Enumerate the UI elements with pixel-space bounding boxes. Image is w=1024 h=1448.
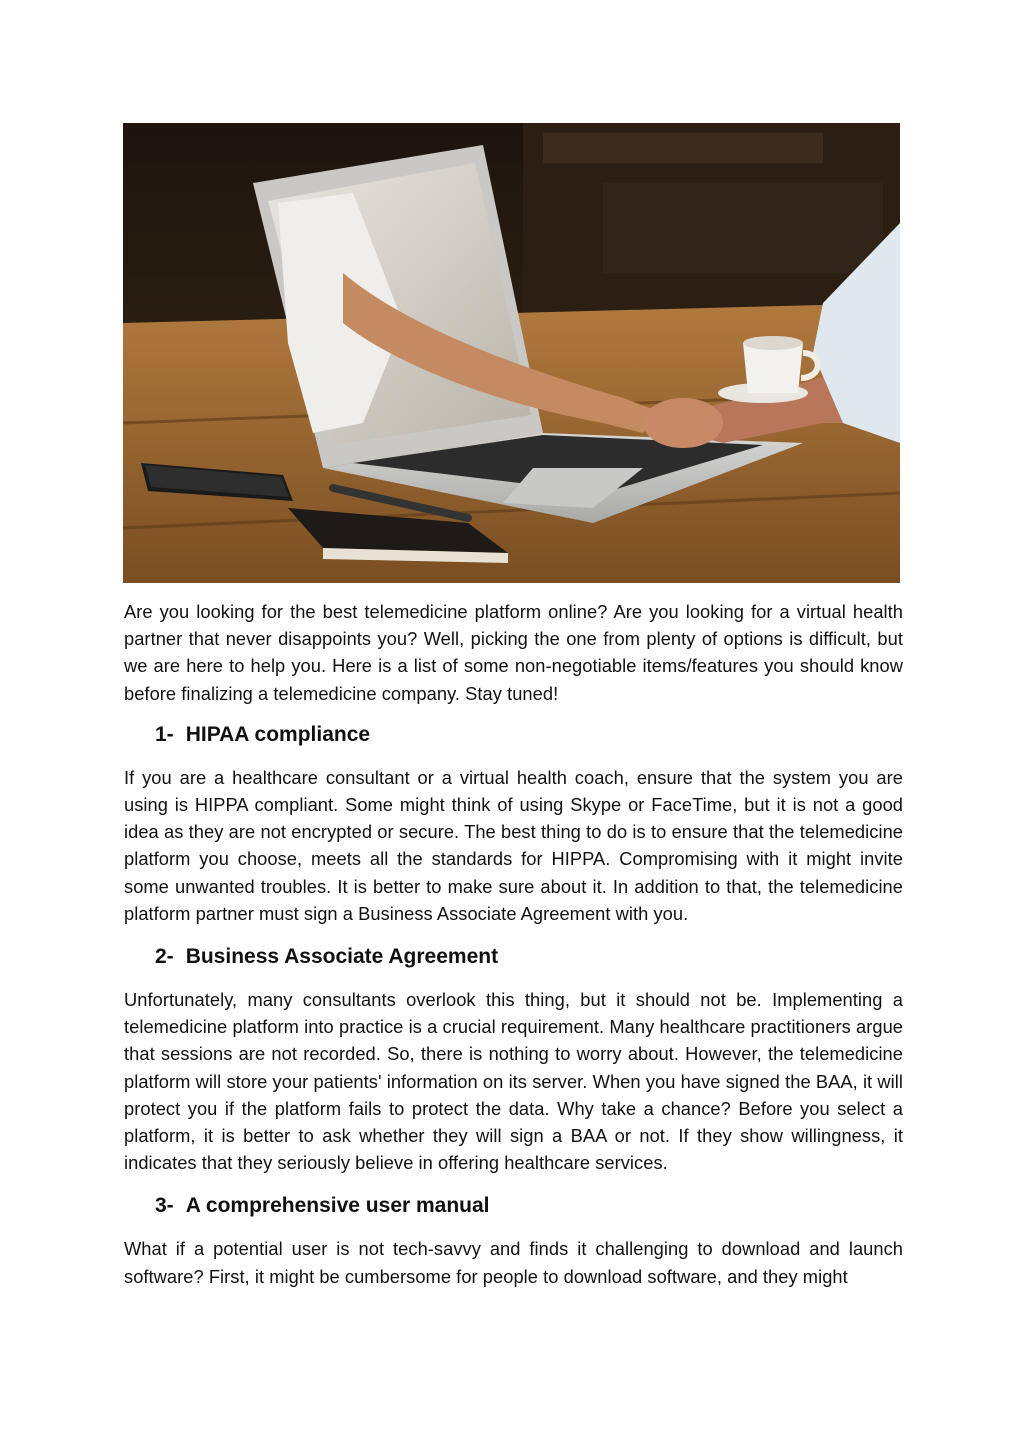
section-number: 1- [155, 722, 174, 746]
section-paragraph-user-manual: What if a potential user is not tech-savvy and finds it challenging to download and launch software? First, it might be cumbersome for people to download software, and they might [124, 1238, 903, 1287]
hero-photo [123, 123, 900, 583]
section-number: 3- [155, 1194, 174, 1218]
article-body [124, 598, 903, 1290]
section-heading-hipaa [124, 721, 903, 749]
handshake-laptop-image [123, 123, 900, 583]
intro-paragraph: Are you looking for the best telemedicine platform online? Are you looking for a virtual health partner that never disappoints you? Well, picking the one from plenty of options is difficult, but we are here to help you. Here is a list of some non-negotiable items/features you should know before finalizing a telemedicine company. Stay tuned! [124, 601, 903, 704]
section-heading-baa [124, 943, 903, 971]
section-title: A comprehensive user manual [185, 1194, 490, 1218]
section-heading-user-manual [124, 1192, 903, 1220]
section-paragraph-hipaa: If you are a healthcare consultant or a virtual health coach, ensure that the system you are using is HIPPA compliant. Some might think of using Skype or FaceTime, but it is not a good idea as they are not encrypted or secure. The best thing to do is to ensure that the telemedicine platform you choose, meets all the standards for HIPPA. Compromising with it might invite some unwanted troubles. It is better to make sure about it. In addition to that, the telemedicine platform partner must sign a Business Associate Agreement with you. [124, 766, 903, 924]
section-number: 2- [155, 945, 174, 969]
section-title: Business Associate Agreement [185, 945, 499, 969]
section-paragraph-baa: Unfortunately, many consultants overlook this thing, but it should not be. Implementing a telemedicine platform into practice is a crucial requirement. Many healthcare practitioners argue that sessions are not recorded. So, there is nothing to worry about. However, the telemedicine platform will store your patients' information on its server. When you have signed the BAA, it will protect you if the platform fails to protect the data. Why take a chance? Before you select a platform, it is better to ask whether they will sign a BAA or not. If they show willingness, it indicates that they seriously believe in offering healthcare services. [124, 989, 903, 1174]
section-title: HIPAA compliance [185, 722, 371, 746]
